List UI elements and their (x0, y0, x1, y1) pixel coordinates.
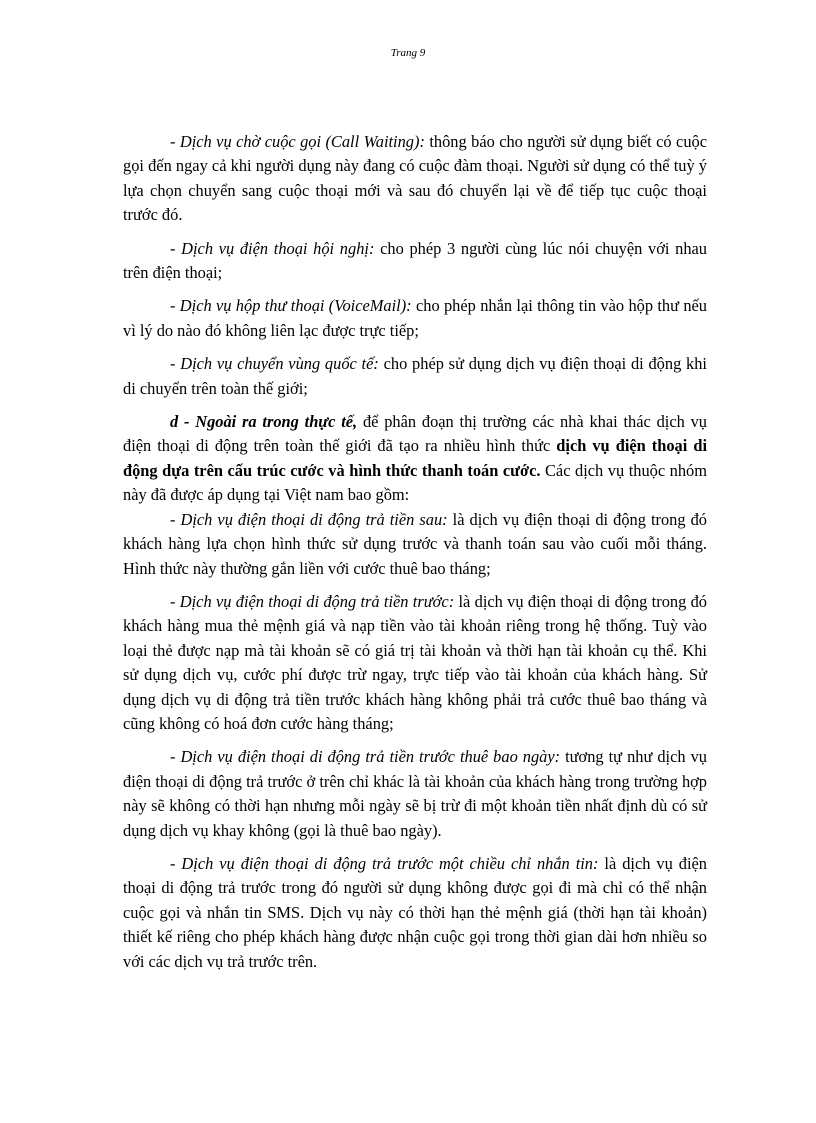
document-body (123, 130, 707, 983)
paragraph-prepaid (123, 590, 707, 736)
term-conference-call: - Dịch vụ điện thoại hội nghị: (170, 238, 375, 258)
page-number-header: Trang 9 (390, 47, 426, 59)
paragraph-text: là dịch vụ điện thoại di động trả trước trong đó người sử dụng không được gọi đi mà chỉ có thể nhận cuộc gọi và nhắn tin SMS. Dịch vụ này có thời hạn thẻ mệnh giá (thời hạn tài khoản) thiết kế riêng cho phép khách hàng được nhận cuộc gọi trong thời gian dài hơn nhiều so với các dịch vụ trả trước trên. (123, 853, 707, 971)
term-international-roaming: - Dịch vụ chuyển vùng quốc tế: (170, 354, 379, 374)
paragraph-text: tương tự như dịch vụ điện thoại di động trả trước ở trên chỉ khác là tài khoản của khách hàng trong trường hợp này sẽ không có thời hạn nhưng mỗi ngày sẽ bị trừ đi một khoản tiền nhất định dù có sử dụng dịch vụ khay không (gọi là thuê bao ngày). (123, 747, 707, 840)
paragraph-prepaid-daily (123, 745, 707, 843)
paragraph-text: là dịch vụ điện thoại di động trong đó khách hàng lựa chọn hình thức sử dụng trước và thanh toán sau vào cuối mỗi tháng. Hình thức này thường gắn liền với cước thuê bao tháng; (123, 509, 707, 578)
paragraph-text: thông báo cho người sử dụng biết có cuộc gọi đến ngay cả khi người dụng này đang có cuộc đàm thoại. Người sử dụng có thể tuỳ ý lựa chọn chuyển sang cuộc thoại mới và sau đó chuyển lại về để tiếp tục cuộc thoại trước đó. (123, 132, 707, 225)
term-prepaid-receive-only: - Dịch vụ điện thoại di động trả trước một chiều chỉ nhắn tin: (170, 853, 599, 873)
paragraph-text: Các dịch vụ thuộc nhóm này đã được áp dụng tại Việt nam bao gồm: (123, 460, 707, 505)
paragraph-postpaid (123, 508, 707, 581)
term-prepaid: - Dịch vụ điện thoại di động trả tiền trước: (170, 591, 455, 611)
term-postpaid: - Dịch vụ điện thoại di động trả tiền sau: (170, 509, 448, 529)
paragraph-voicemail (123, 294, 707, 343)
paragraph-text: để phân đoạn thị trường các nhà khai thác dịch vụ điện thoại di động trên toàn thế giới đã tạo ra nhiều hình thức (123, 412, 707, 456)
paragraph-section-d (123, 410, 707, 508)
paragraph-text: cho phép sử dụng dịch vụ điện thoại di động khi di chuyển trên toàn thế giới; (123, 354, 707, 398)
paragraph-international-roaming (123, 352, 707, 401)
term-voicemail: - Dịch vụ hộp thư thoại (VoiceMail): (170, 296, 412, 316)
paragraph-call-waiting (123, 130, 707, 228)
section-d-emphasis: dịch vụ điện thoại di động dựa trên cấu trúc cước và hình thức thanh toán cước. (123, 436, 708, 480)
paragraph-text: là dịch vụ điện thoại di động trong đó khách hàng mua thẻ mệnh giá và nạp tiền vào tài khoản riêng trong hệ thống. Tuỳ vào loại thẻ được nạp mà tài khoản sẽ có giá trị tài khoản và thời hạn tài khoản cụ thể. Khi sử dụng dịch vụ, cước phí được trừ ngay, trực tiếp vào tài khoản của khách hàng. Sử dụng dịch vụ di động trả tiền trước khách hàng không phải trả cước thuê bao tháng và cũng không có hoá đơn cước hàng tháng; (123, 591, 707, 733)
term-call-waiting: - Dịch vụ chờ cuộc gọi (Call Waiting): (170, 132, 425, 151)
term-prepaid-daily: - Dịch vụ điện thoại di động trả tiền trước thuê bao ngày: (170, 747, 561, 767)
paragraph-text: cho phép 3 người cùng lúc nói chuyện với nhau trên điện thoại; (123, 238, 707, 283)
paragraph-text: cho phép nhắn lại thông tin vào hộp thư nếu vì lý do nào đó không liên lạc được trực tiếp; (123, 296, 708, 340)
paragraph-prepaid-receive-only (123, 852, 707, 974)
paragraph-conference-call (123, 237, 707, 286)
section-d-heading: d - Ngoài ra trong thực tế, (170, 412, 358, 432)
